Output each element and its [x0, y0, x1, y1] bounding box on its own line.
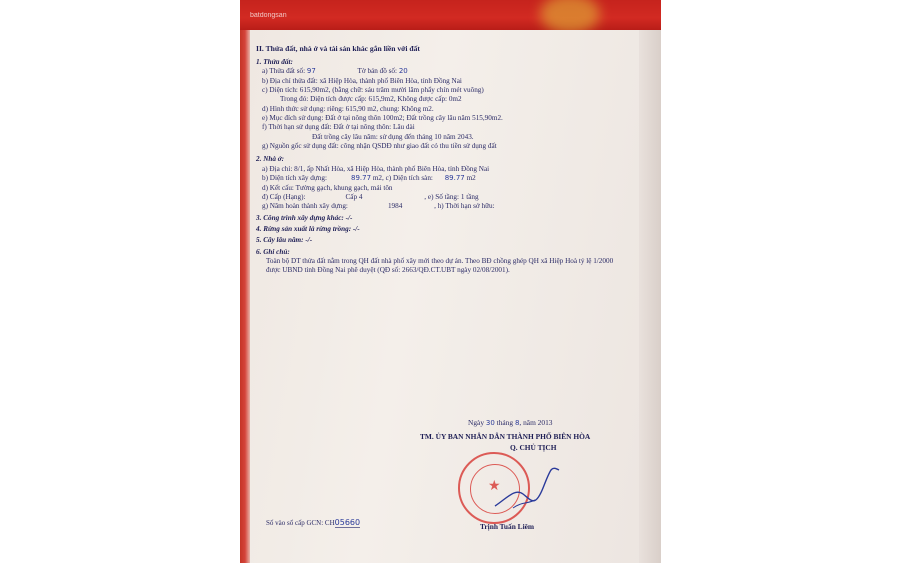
gold-emblem-glow [540, 0, 600, 34]
land-term-perennial: Đất trồng cây lâu năm: sử dụng đến tháng 10 năm 2043. [312, 132, 474, 141]
land-origin: g) Nguồn gốc sử dụng đất: công nhận QSDĐ như giao đất có thu tiền sử dụng đất [262, 142, 497, 151]
land-usage-form: d) Hình thức sử dụng: riêng: 615,90 m2, chung: Không m2. [262, 104, 434, 113]
registry-number: Số vào sổ cấp GCN: CH05660 [266, 518, 361, 527]
certificate-content [256, 44, 636, 276]
issuing-authority: TM. ỦY BAN NHÂN DÂN THÀNH PHỐ BIÊN HÒA [420, 432, 591, 441]
issue-date: Ngày 30 tháng 8, năm 2013 [468, 418, 553, 427]
land-area-detail: Trong đó: Diện tích được cấp: 615,9m2, Không được cấp: 0m2 [280, 95, 462, 104]
land-area: c) Diện tích: 615,90m2, (bằng chữ: sáu trăm mười lăm phẩy chín mét vuông) [262, 85, 484, 94]
signer-name: Trịnh Tuấn Liêm [480, 522, 535, 531]
production-forest: 4. Rừng sản xuất là rừng trồng: -/- [256, 224, 360, 233]
watermark-logo: batdongsan [250, 12, 287, 19]
house-address: a) Địa chỉ: 8/1, ấp Nhất Hòa, xã Hiệp Hòa, thành phố Biên Hòa, tỉnh Đồng Nai [262, 164, 490, 173]
house-header: 2. Nhà ở: [256, 155, 285, 164]
house-area: b) Diện tích xây dựng: 89.77 m2, c) Diện tích sàn: 89.77 m2 [262, 174, 476, 183]
house-year: g) Năm hoàn thành xây dựng: 1984 , h) Thời hạn sở hữu: [262, 202, 495, 211]
red-cover-edge [240, 30, 250, 563]
signer-title: Q. CHỦ TỊCH [510, 443, 557, 452]
perennial-trees: 5. Cây lâu năm: -/- [256, 236, 313, 245]
land-term: f) Thời hạn sử dụng đất: Đất ở tại nông thôn: Lâu dài [262, 123, 415, 132]
notes-text: Toàn bộ DT thửa đất nằm trong QH đất nhà phố xây mới theo dự án. Theo BĐ chồng ghép QH xã Hiệp Hoà tỷ lệ 1/2000 được UBND tỉnh Đồng Nai phê duyệt (QĐ số: 2663/QĐ.CT.UBT ngày 02/08/2001). [266, 257, 614, 275]
notes-header: 6. Ghi chú: [256, 247, 290, 256]
land-address: b) Địa chỉ thửa đất: xã Hiệp Hòa, thành phố Biên Hòa, tỉnh Đồng Nai [262, 76, 462, 85]
page-fold [639, 30, 661, 563]
red-cover-top [240, 0, 661, 30]
handwritten-signature [485, 458, 565, 518]
section-title: II. Thửa đất, nhà ở và tài sản khác gắn liền với đất [256, 44, 420, 53]
seal-star-icon: ★ [488, 479, 501, 494]
other-construction: 3. Công trình xây dựng khác: -/- [256, 213, 353, 222]
house-structure: d) Kết cấu: Tường gạch, khung gạch, mái tôn [262, 183, 393, 192]
land-purpose: e) Mục đích sử dụng: Đất ở tại nông thôn 100m2; Đất trồng cây lâu năm 515,90m2. [262, 114, 503, 123]
house-grade: đ) Cấp (Hạng): Cấp 4 , e) Số tầng: 1 tầng [262, 192, 479, 201]
land-parcel-number: a) Thửa đất số: 97 Tờ bản đồ số: 20 [262, 67, 408, 76]
certificate-photo [240, 0, 661, 563]
land-header: 1. Thửa đất: [256, 57, 293, 66]
